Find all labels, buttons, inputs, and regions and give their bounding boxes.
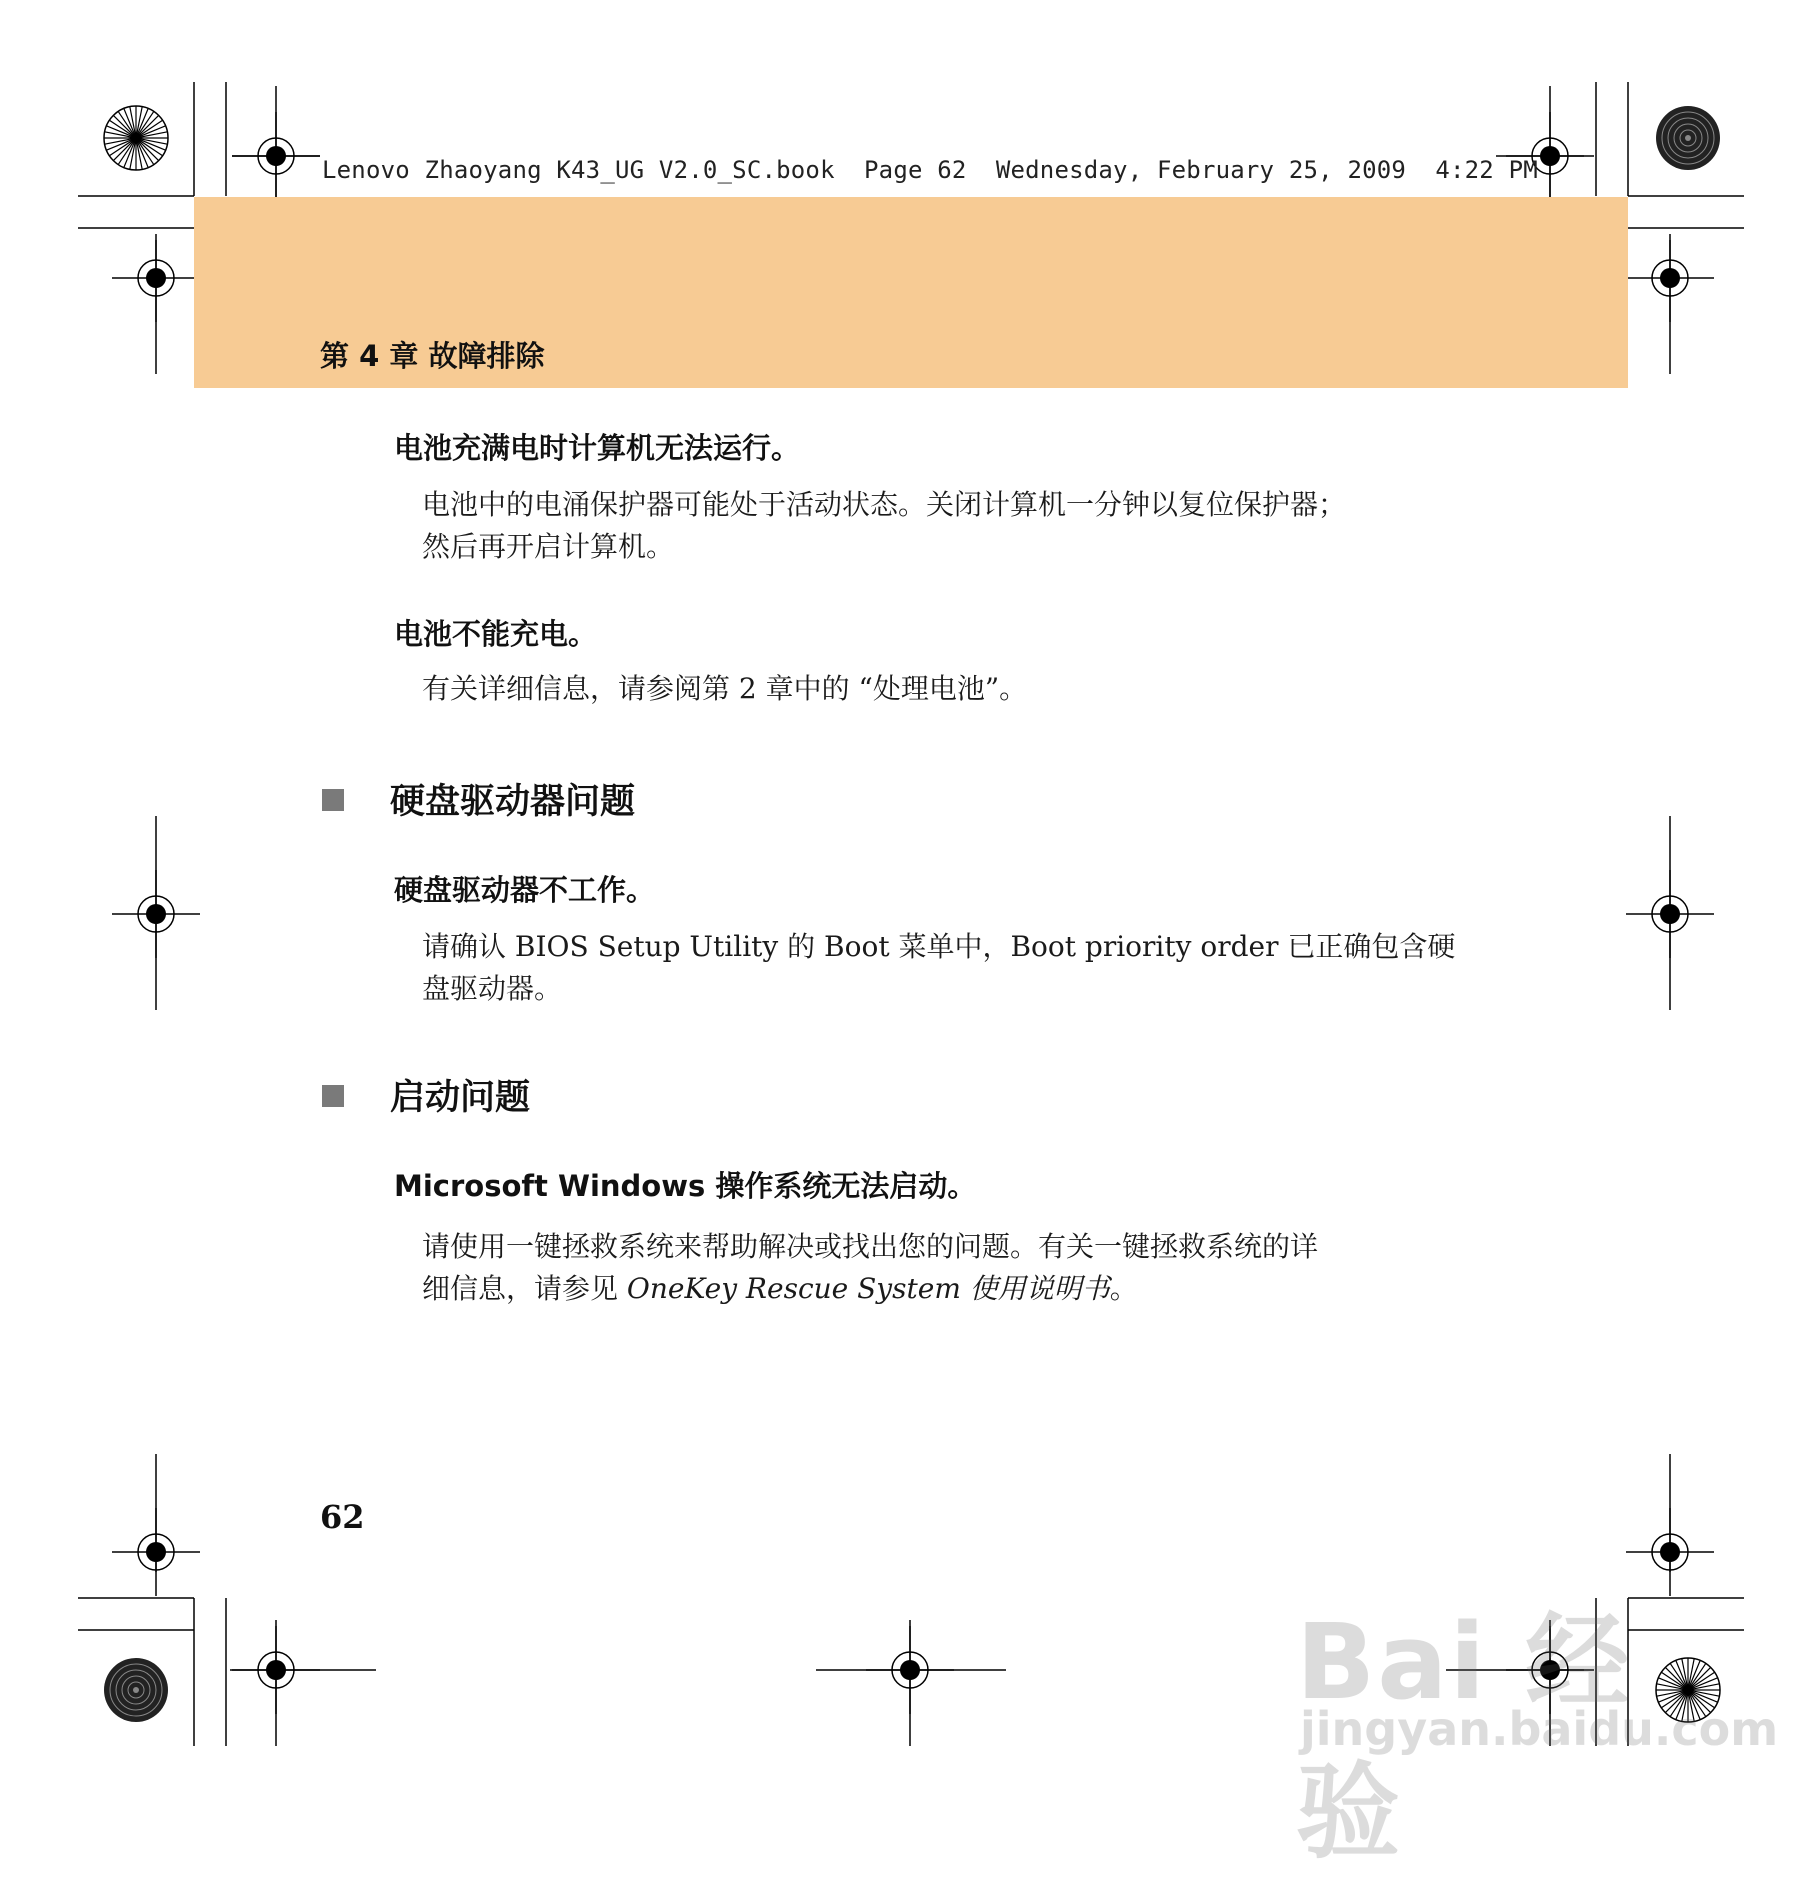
watermark-logo-text: Bai 经验 <box>1296 1601 1632 1873</box>
solution-line: 然后再开启计算机。 <box>422 530 675 563</box>
solution-line: 请确认 BIOS Setup Utility 的 Boot 菜单中，Boot priority order 已正确包含硬 <box>422 930 1456 963</box>
section-bullet-square <box>322 1085 344 1107</box>
watermark-url: jingyan.baidu.com <box>1300 1702 1779 1756</box>
solution-line <box>422 1268 1482 1310</box>
problem-solution <box>422 926 1482 1010</box>
baidu-watermark <box>1296 1578 1779 1873</box>
solution-line: 盘驱动器。 <box>422 972 563 1005</box>
section-heading-startup <box>322 1070 530 1120</box>
section-title: 硬盘驱动器问题 <box>390 782 636 822</box>
solution-line: 请使用一键拯救系统来帮助解决或找出您的问题。有关一键拯救系统的详 <box>422 1230 1319 1263</box>
problem-heading: 硬盘驱动器不工作。 <box>394 873 656 907</box>
solution-line: 电池中的电涌保护器可能处于活动状态。关闭计算机一分钟以复位保护器； <box>422 488 1347 521</box>
chapter-title: 第 4 章 故障排除 <box>320 339 545 373</box>
print-slug-line: Lenovo Zhaoyang K43_UG V2.0_SC.book Page 62 Wednesday, February 25, 2009 4:22 PM <box>322 156 1538 184</box>
problem-solution <box>422 668 1482 710</box>
problem-solution <box>422 1226 1482 1310</box>
section-title: 启动问题 <box>390 1078 531 1118</box>
solution-text: 细信息，请参见 <box>422 1272 627 1305</box>
page-number: 62 <box>320 1498 365 1536</box>
solution-line: 有关详细信息，请参阅第 2 章中的 “处理电池”。 <box>422 672 1028 705</box>
manual-title: OneKey Rescue System 使用说明书 <box>626 1272 1110 1305</box>
problem-heading: 电池不能充电。 <box>394 617 598 651</box>
problem-heading: Microsoft Windows 操作系统无法启动。 <box>394 1169 977 1203</box>
problem-solution <box>422 484 1482 568</box>
section-bullet-square <box>322 789 344 811</box>
section-heading-hard-disk <box>322 774 635 824</box>
solution-text: 。 <box>1109 1272 1138 1305</box>
problem-heading: 电池充满电时计算机无法运行。 <box>394 431 801 465</box>
